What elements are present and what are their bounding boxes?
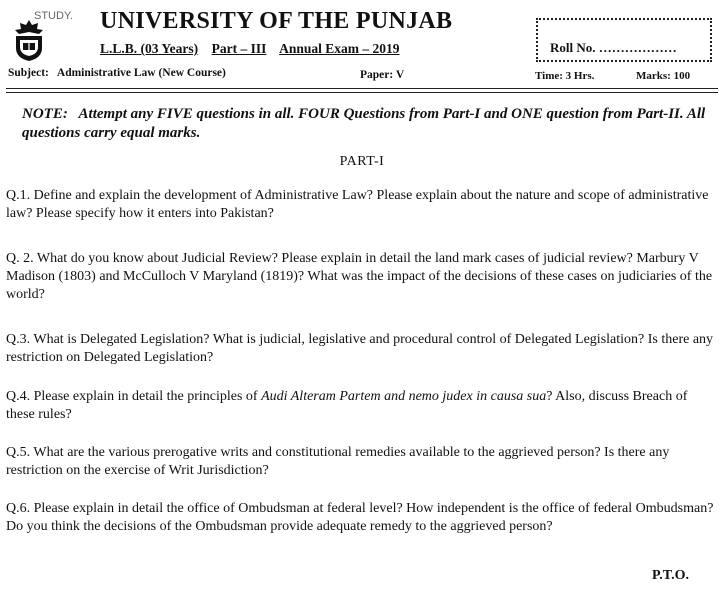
exam-session: Annual Exam – 2019 (279, 41, 400, 56)
subject-line (8, 67, 226, 79)
please-turn-over: P.T.O. (652, 568, 689, 583)
header-divider-double (6, 92, 718, 93)
exam-part: Part – III (211, 41, 267, 56)
question-number: Q.3. (6, 332, 31, 347)
question-4 (6, 388, 718, 424)
question-text: Define and explain the development of Administrative Law? Please explain about the nature and scope of administrative law? Please specify how it enters into Pakistan? (6, 188, 709, 221)
latin-maxims: Audi Alteram Partem and nemo judex in causa sua (261, 389, 547, 404)
question-2 (6, 250, 718, 304)
subject-value: Administrative Law (New Course) (56, 67, 226, 79)
header-divider (6, 88, 718, 89)
exam-time: Time: 3 Hrs. (535, 70, 595, 82)
program-name: L.L.B. (03 Years) (100, 41, 199, 56)
note-label: NOTE: (22, 106, 68, 122)
question-1 (6, 187, 718, 223)
roll-number-label: Roll No. ……………… (550, 40, 677, 55)
university-title: UNIVERSITY OF THE PUNJAB (100, 8, 453, 34)
part-heading: PART-I (339, 154, 385, 169)
question-text: What is Delegated Legislation? What is judicial, legislative and procedural control of Delegated Legislation? Is there any restriction on Delegated Legislation? (6, 332, 714, 365)
question-number: Q.6. (6, 501, 31, 516)
question-number: Q.5. (6, 445, 31, 460)
subject-label: Subject: (8, 67, 49, 79)
question-number: Q. 2. (6, 251, 34, 266)
question-3 (6, 331, 718, 367)
exam-info-line (100, 41, 400, 57)
question-text-end: ? Also, discuss Breach of these rules? (6, 389, 688, 422)
question-text: Please explain in detail the principles of (33, 389, 258, 404)
university-crest-logo (8, 18, 50, 62)
watermark-text: STUDY. (34, 10, 73, 22)
question-text: What do you know about Judicial Review? Please explain in detail the land mark cases of judicial review? Marbury V Madison (1803) and McCulloch V Maryland (1819)? What was the impact of the decisions of these cases on judiciaries of the world? (6, 251, 713, 302)
question-5 (6, 444, 718, 480)
question-text: Please explain in detail the office of Ombudsman at federal level? How independent is the office of federal Ombudsman? Do you think the decisions of the Ombudsman provide adequate remedy to the aggrieved person? (6, 501, 714, 534)
question-6 (6, 500, 718, 536)
paper-number: Paper: V (360, 69, 405, 81)
question-text: What are the various prerogative writs and constitutional remedies available to the aggrieved person? Is there any restriction on the exercise of Writ Jurisdiction? (6, 445, 670, 478)
question-number: Q.1. (6, 188, 31, 203)
question-number: Q.4. (6, 389, 31, 404)
instructions-note (22, 105, 712, 143)
note-text: Attempt any FIVE questions in all. FOUR Questions from Part-I and ONE question from Part-II. All questions carry equal marks. (22, 106, 706, 141)
total-marks: Marks: 100 (636, 70, 691, 82)
